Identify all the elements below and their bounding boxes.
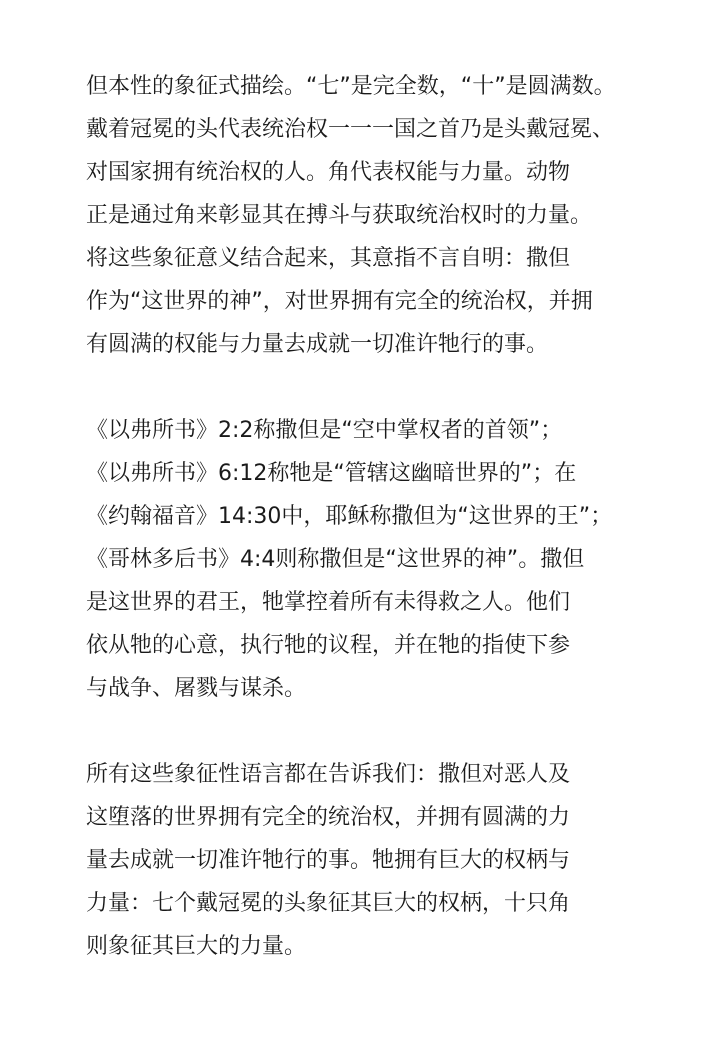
paragraph-conclusion [86,753,720,968]
text-line: 依从牠的心意，执行牠的议程，并在牠的指使下参 [86,633,571,658]
text-line: 戴着冠冕的头代表统治权一一一国之首乃是头戴冠冕、 [86,117,615,142]
text-line: 力量：七个戴冠冕的头象征其巨大的权柄，十只角 [86,891,571,916]
text-line: 但本性的象征式描绘。“七”是完全数，“十”是圆满数。 [86,74,616,99]
paragraph-spacer [86,710,720,753]
text-line: 是这世界的君王，牠掌控着所有未得救之人。他们 [86,590,571,615]
text-line: 有圆满的权能与力量去成就一切准许牠行的事。 [86,332,549,357]
text-line: 对国家拥有统治权的人。角代表权能与力量。动物 [86,160,571,185]
paragraph-scripture-references [86,409,720,710]
text-line: 量去成就一切准许牠行的事。牠拥有巨大的权柄与 [86,848,571,873]
text-line: 《哥林多后书》4:4则称撒但是“这世界的神”。撒但 [86,547,585,572]
text-line: 则象征其巨大的力量。 [86,934,307,959]
text-line: 正是通过角来彰显其在搏斗与获取统治权时的力量。 [86,203,593,228]
text-line: 《以弗所书》6:12称牠是“管辖这幽暗世界的”；在 [86,461,577,486]
paragraph-spacer [86,366,720,409]
paragraph-symbolism [86,65,720,366]
text-line: 作为“这世界的神”，对世界拥有完全的统治权，并拥 [86,289,593,314]
text-line: 与战争、屠戮与谋杀。 [86,676,307,701]
text-line: 这堕落的世界拥有完全的统治权，并拥有圆满的力 [86,805,571,830]
text-line: 《以弗所书》2:2称撒但是“空中掌权者的首领”； [86,418,563,443]
text-line: 将这些象征意义结合起来，其意指不言自明：撒但 [86,246,571,271]
text-line: 所有这些象征性语言都在告诉我们：撒但对恶人及 [86,762,571,787]
text-line: 《约翰福音》14:30中，耶稣称撒但为“这世界的王”； [86,504,613,529]
